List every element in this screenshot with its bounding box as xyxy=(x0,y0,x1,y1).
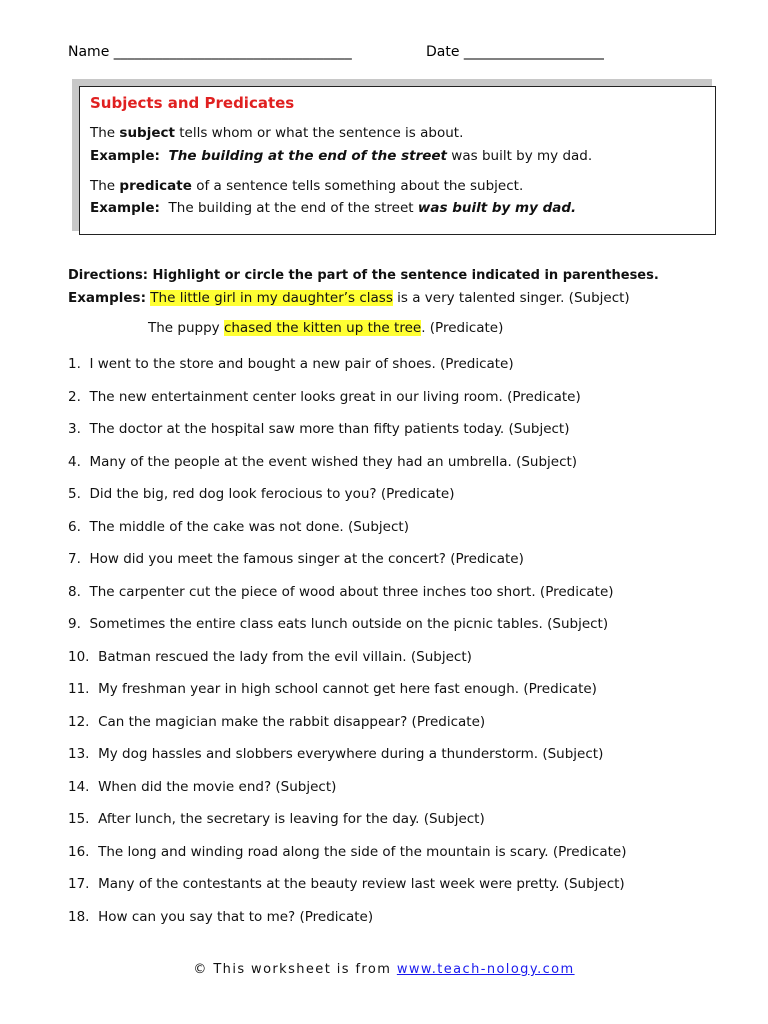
text: The building at the end of the street xyxy=(168,200,418,216)
example-label: Example: xyxy=(90,148,160,164)
box-title: Subjects and Predicates xyxy=(90,94,295,112)
item-sentence: After lunch, the secretary is leaving for the day. (Subject) xyxy=(98,811,485,827)
text: of a sentence tells something about the subject. xyxy=(191,178,524,194)
item-number: 12. xyxy=(68,713,90,730)
text: tells whom or what the sentence is about. xyxy=(174,125,464,141)
exercise-item xyxy=(68,551,626,584)
item-number: 8. xyxy=(68,583,81,600)
item-number: 3. xyxy=(68,421,81,437)
item-sentence: When did the movie end? (Subject) xyxy=(98,778,337,795)
text: The puppy xyxy=(148,320,224,336)
example-2 xyxy=(148,320,503,336)
exercise-item xyxy=(68,356,626,389)
item-sentence: Sometimes the entire class eats lunch outside on the picnic tables. (Subject) xyxy=(89,616,609,632)
item-sentence: The new entertainment center looks great in our living room. (Predicate) xyxy=(89,388,581,405)
text: . xyxy=(571,200,577,216)
highlighted-subject: The little girl in my daughter’s class xyxy=(150,290,393,306)
text: . (Predicate) xyxy=(421,320,504,336)
text: The xyxy=(90,178,120,194)
subject-definition xyxy=(90,125,463,141)
item-sentence: The middle of the cake was not done. (Subject) xyxy=(89,518,409,535)
item-number: 17. xyxy=(68,876,90,892)
examples-label: Examples: xyxy=(68,290,146,306)
example-predicate: was built by my dad xyxy=(417,200,572,216)
exercise-item xyxy=(68,584,626,617)
item-number: 1. xyxy=(68,356,81,372)
exercise-item xyxy=(68,519,626,552)
exercise-item xyxy=(68,811,626,844)
item-number: 7. xyxy=(68,551,81,567)
item-number: 6. xyxy=(68,518,81,535)
item-sentence: Can the magician make the rabbit disappear? (Predicate) xyxy=(98,713,486,730)
exercise-item xyxy=(68,844,626,877)
item-sentence: The long and winding road along the side of the mountain is scary. (Predicate) xyxy=(98,843,627,860)
item-number: 2. xyxy=(68,388,81,405)
item-number: 18. xyxy=(68,908,90,925)
item-number: 10. xyxy=(68,648,90,665)
exercise-item xyxy=(68,746,626,779)
item-number: 4. xyxy=(68,453,81,470)
item-number: 9. xyxy=(68,616,81,632)
example-label: Example: xyxy=(90,200,160,216)
item-sentence: I went to the store and bought a new pair of shoes. (Predicate) xyxy=(89,356,514,372)
item-number: 13. xyxy=(68,746,90,762)
predicate-example xyxy=(90,200,576,216)
subject-example xyxy=(90,148,592,164)
exercise-item xyxy=(68,714,626,747)
footer-text: © This worksheet is from xyxy=(193,962,397,977)
item-sentence: How did you meet the famous singer at the concert? (Predicate) xyxy=(89,551,524,567)
text: was built by my dad. xyxy=(447,148,593,164)
info-box xyxy=(79,86,716,235)
exercise-item xyxy=(68,421,626,454)
item-sentence: The carpenter cut the piece of wood about three inches too short. (Predicate) xyxy=(89,583,614,600)
item-number: 14. xyxy=(68,778,90,795)
item-number: 16. xyxy=(68,843,90,860)
item-sentence: My freshman year in high school cannot get here fast enough. (Predicate) xyxy=(98,681,597,697)
item-sentence: My dog hassles and slobbers everywhere during a thunderstorm. (Subject) xyxy=(98,746,604,762)
exercise-item xyxy=(68,649,626,682)
predicate-definition xyxy=(90,178,523,194)
exercise-item xyxy=(68,454,626,487)
date-field-label: Date ____________________ xyxy=(426,44,604,60)
directions: Directions: Highlight or circle the part of the sentence indicated in parentheses. xyxy=(68,268,659,283)
worksheet-header xyxy=(68,44,604,60)
exercise-item xyxy=(68,616,626,649)
item-number: 5. xyxy=(68,486,81,502)
exercise-list xyxy=(68,356,626,941)
highlighted-predicate: chased the kitten up the tree xyxy=(223,320,422,336)
item-number: 11. xyxy=(68,681,90,697)
teach-nology-link[interactable]: www.teach-nology.com xyxy=(396,962,575,977)
exercise-item xyxy=(68,909,626,942)
item-sentence: Batman rescued the lady from the evil villain. (Subject) xyxy=(98,648,472,665)
exercise-item xyxy=(68,486,626,519)
footer xyxy=(0,962,768,977)
item-sentence: How can you say that to me? (Predicate) xyxy=(98,908,374,925)
item-sentence: The doctor at the hospital saw more than fifty patients today. (Subject) xyxy=(89,421,570,437)
text: is a very talented singer. (Subject) xyxy=(392,290,630,306)
subject-term: subject xyxy=(119,125,175,141)
predicate-term: predicate xyxy=(119,178,192,194)
item-sentence: Did the big, red dog look ferocious to you? (Predicate) xyxy=(89,486,455,502)
text: The xyxy=(90,125,120,141)
item-sentence: Many of the people at the event wished they had an umbrella. (Subject) xyxy=(89,453,578,470)
exercise-item xyxy=(68,779,626,812)
exercise-item xyxy=(68,389,626,422)
name-field-label: Name __________________________________ xyxy=(68,44,352,60)
example-1 xyxy=(68,290,630,306)
exercise-item xyxy=(68,876,626,909)
exercise-item xyxy=(68,681,626,714)
example-subject: The building at the end of the street xyxy=(168,148,448,164)
item-sentence: Many of the contestants at the beauty review last week were pretty. (Subject) xyxy=(98,876,625,892)
item-number: 15. xyxy=(68,811,90,827)
